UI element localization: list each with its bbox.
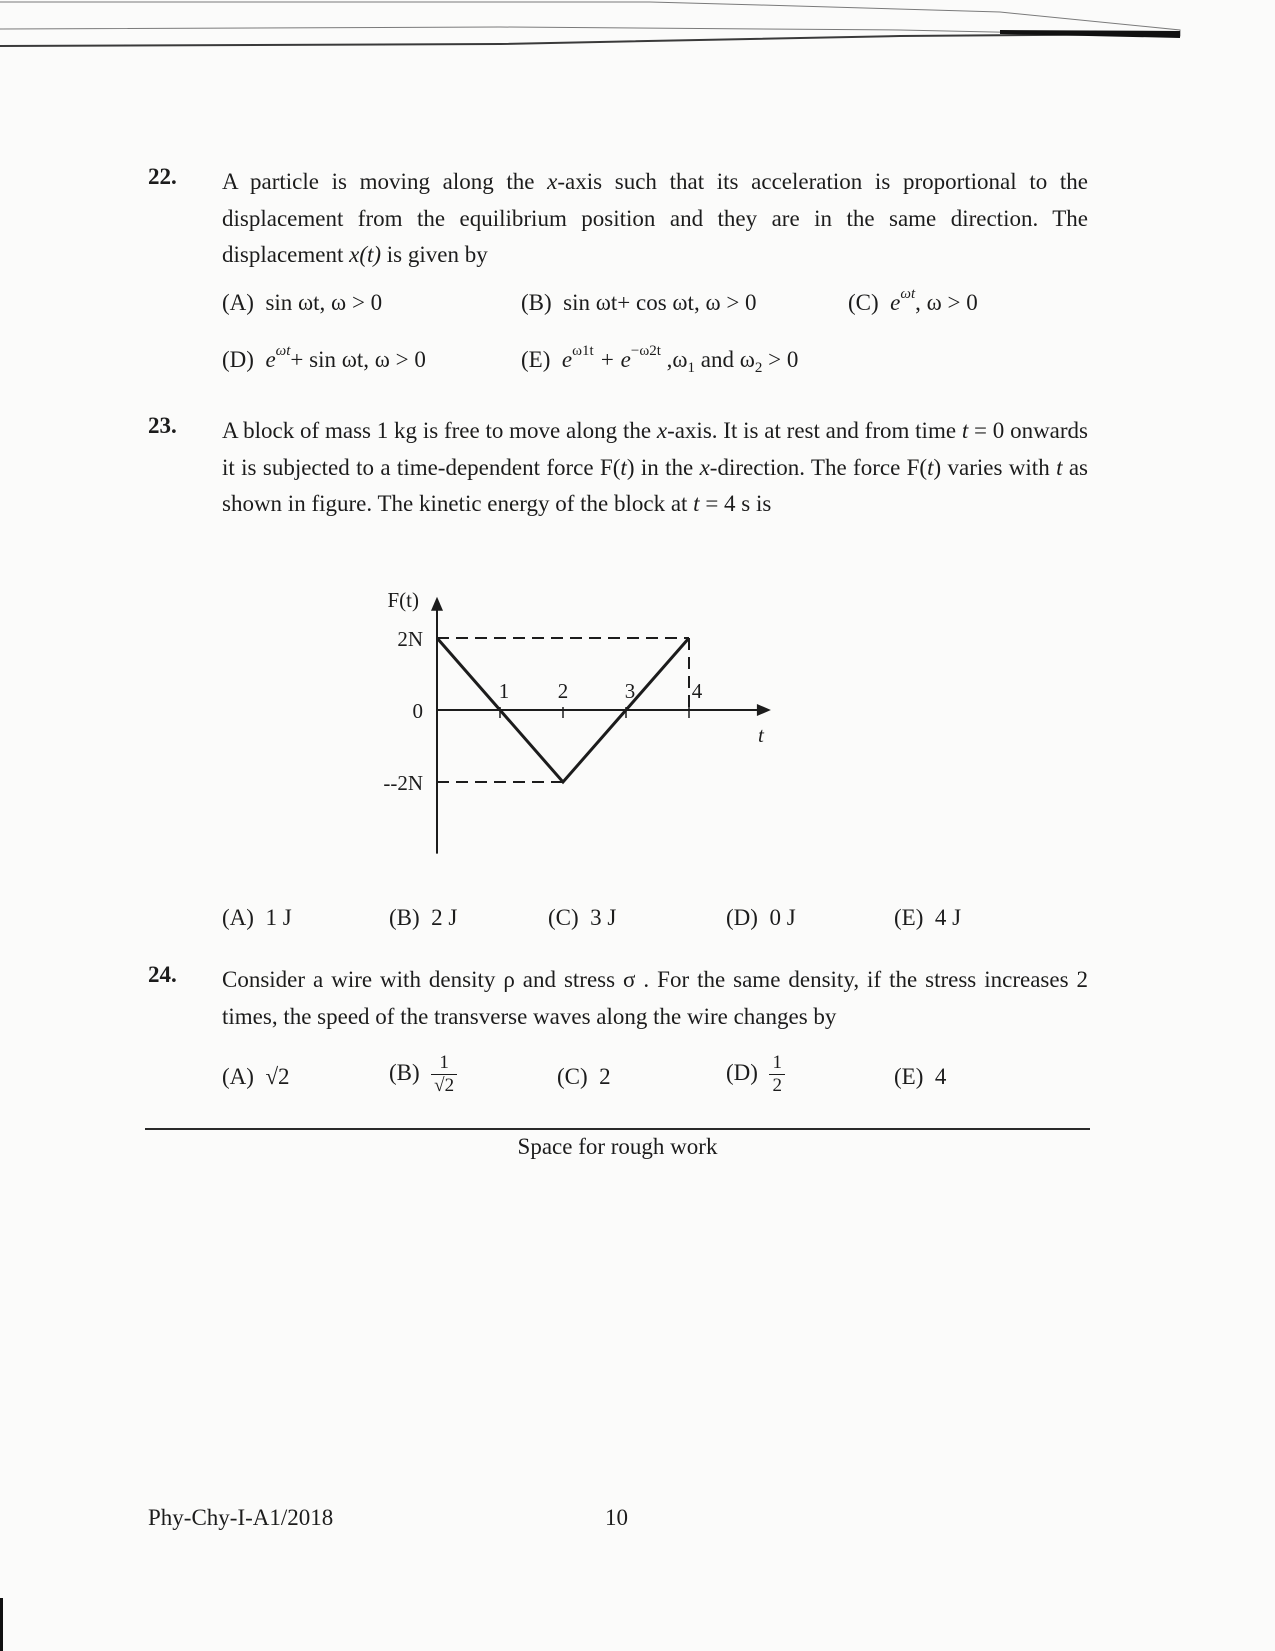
q23-option-c[interactable]: (C) 3 J [548,905,617,930]
scan-edge-top [0,0,1275,60]
option-c[interactable]: (C) $e^{\omega t}$, ω > 0 [848,286,978,315]
rough-work-divider [145,1128,1090,1130]
x-tick-label-2: 3 [624,679,636,703]
question-number: 24. [148,962,177,987]
question-text: A block of mass 1 kg is free to move along the x-axis. It is at rest and from time t = 0 onwards it is subjected to a time-dependent force F(t) in the x-direction. The force F(t) varies with t as shown in figure. The kinetic energy of the block at t = 4 s is [222,418,1089,516]
force-line [437,638,689,782]
option-d[interactable]: (D) $e^{\omega t}+ \sin \omega t$, ω > 0 [222,343,426,372]
page-number: 10 [605,1505,628,1530]
q24-option-b[interactable]: (B) $\frac{1}{√2}$ [389,1052,457,1097]
rough-work-label: Space for rough work [517,1134,718,1159]
scan-edge-left [0,1598,3,1651]
y-tick-label-2: --2N [383,771,423,795]
y-tick-label-0: 2N [397,627,423,651]
y-axis-label: F(t) [387,587,419,612]
y-axis-arrow [431,597,443,611]
q23-option-b[interactable]: (B) 2 J [389,905,458,930]
q24-option-c[interactable]: (C) 2 [557,1064,611,1089]
q23-option-e[interactable]: (E) 4 J [894,905,962,930]
option-a[interactable]: (A) sin ωt, ω > 0 [222,290,383,315]
x-tick-label-0: 1 [498,679,510,703]
x-axis-arrow [757,704,771,716]
q23-option-d[interactable]: (D) 0 J [726,905,796,930]
question-text: Consider a wire with density ρ and stress σ . For the same density, if the stress increases 2 times, the speed of the transverse waves along the wire changes by [222,967,1088,1029]
y-tick-label-1: 0 [412,699,423,723]
x-tick-label-3: 4 [691,679,703,703]
paper-code: Phy-Chy-I-A1/2018 [148,1505,334,1530]
x-tick-label-1: 2 [557,679,569,703]
x-axis-label: t [757,723,764,747]
fraction: $\frac{1}{√2}$ [431,1052,457,1097]
q23-option-a[interactable]: (A) 1 J [222,905,292,930]
option-e[interactable]: (E) $e^{\omega 1t} + e^{-\omega 2t}$ $,\omega_1$ and $\omega_2 > 0$ [521,343,799,376]
question-number: 23. [148,413,177,438]
fraction: $\frac{1}{2}$ [769,1052,785,1097]
option-b[interactable]: (B) sin ωt+ cos ωt, ω > 0 [521,290,757,315]
q24-option-e[interactable]: (E) 4 [894,1064,947,1089]
q24-option-d[interactable]: (D) $\frac{1}{2}$ [726,1052,785,1097]
q24-option-a[interactable]: (A) √2 [222,1064,290,1089]
question-number: 22. [148,164,177,189]
question-text: A particle is moving along the x-axis such that its acceleration is proportional to the displacement from the equilibrium position and they are in the same direction. The displacement x(t) is given by [222,169,1088,267]
